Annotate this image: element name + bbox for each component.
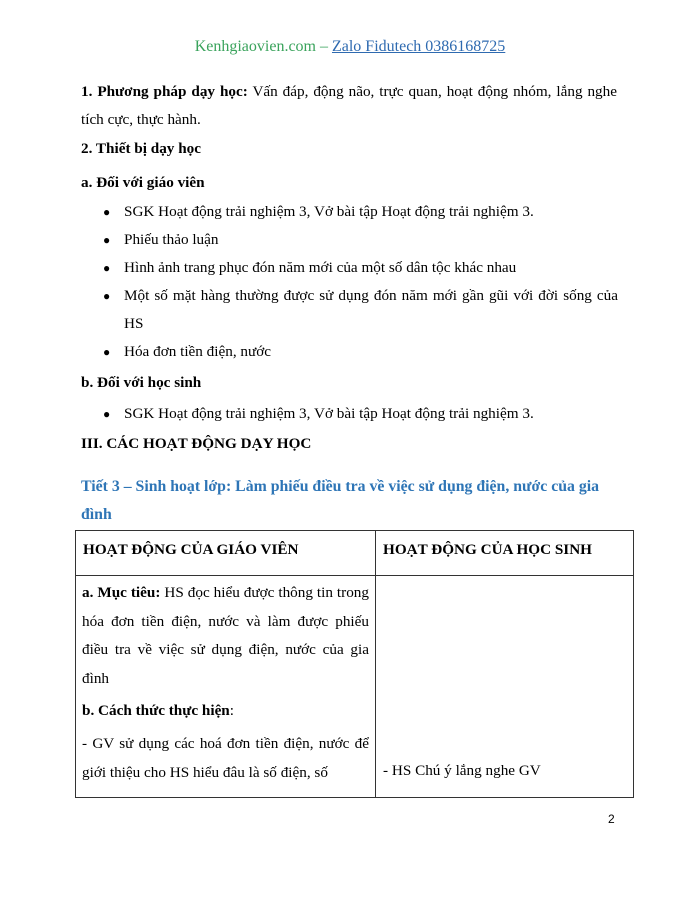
- method-colon: :: [229, 702, 234, 720]
- lesson-title: Tiết 3 – Sinh hoạt lớp: Làm phiếu điều tra về việc sử dụng điện, nước của gia đình: [81, 478, 600, 523]
- bullet-icon: ●: [103, 345, 111, 359]
- student-title: b. Đối với học sinh: [81, 374, 202, 391]
- table-row: [76, 576, 634, 798]
- page-header: [0, 38, 700, 56]
- list-item: [103, 282, 618, 338]
- site-name[interactable]: Kenhgiaovien.com: [194, 38, 316, 55]
- goal-text: HS đọc hiểu được thông tin trong hóa đơn tiền điện, nước và làm được phiếu điều tra về việc sử dụng điện, nước của gia đình: [82, 584, 369, 687]
- list-item-text: SGK Hoạt động trải nghiệm 3, Vở bài tập Hoạt động trải nghiệm 3.: [124, 203, 534, 220]
- student-activity-text: - HS Chú ý lắng nghe GV: [383, 762, 541, 779]
- teaching-method-label: 1. Phương pháp dạy học:: [81, 83, 248, 100]
- activities-table: [75, 530, 634, 798]
- method-label: b. Cách thức thực hiện: [82, 702, 230, 720]
- header-separator: –: [315, 38, 332, 55]
- activities-heading: [81, 430, 617, 458]
- list-item-text: Hóa đơn tiền điện, nước: [124, 343, 272, 360]
- method-heading: [82, 697, 369, 726]
- list-item: [103, 198, 618, 226]
- bullet-icon: ●: [103, 233, 111, 247]
- student-activity-cell: [376, 576, 634, 798]
- goal-paragraph: [82, 579, 369, 693]
- goal-label: a. Mục tiêu:: [82, 584, 161, 601]
- teacher-column-header: HOẠT ĐỘNG CỦA GIÁO VIÊN: [76, 531, 376, 576]
- zalo-link[interactable]: Zalo Fidutech 0386168725: [331, 38, 506, 55]
- student-heading: [81, 369, 617, 397]
- list-item: [103, 254, 618, 282]
- student-column-header: HOẠT ĐỘNG CỦA HỌC SINH: [376, 531, 634, 576]
- equipment-title: 2. Thiết bị dạy học: [81, 140, 201, 157]
- list-item-text: SGK Hoạt động trải nghiệm 3, Vở bài tập Hoạt động trải nghiệm 3.: [124, 405, 534, 422]
- bullet-icon: ●: [103, 205, 111, 219]
- equipment-heading: [81, 135, 617, 163]
- list-item-text: Hình ảnh trang phục đón năm mới của một số dân tộc khác nhau: [124, 259, 517, 276]
- teacher-heading: [81, 169, 617, 197]
- bullet-icon: ●: [103, 289, 111, 303]
- activities-title: III. CÁC HOẠT ĐỘNG DẠY HỌC: [81, 435, 312, 452]
- teacher-title: a. Đối với giáo viên: [81, 174, 205, 191]
- list-item-text: Một số mặt hàng thường được sử dụng đón năm mới gần gũi với đời sống của HS: [124, 287, 618, 332]
- list-item: [103, 226, 618, 254]
- method-text: - GV sử dụng các hoá đơn tiền điện, nước để giới thiệu cho HS hiểu đâu là số điện, số: [82, 734, 369, 781]
- bullet-icon: ●: [103, 407, 111, 421]
- list-item-text: Phiếu thảo luận: [124, 231, 219, 248]
- teacher-activity-cell: [76, 576, 376, 798]
- page-number: 2: [608, 812, 615, 826]
- table-header-row: [76, 531, 634, 576]
- list-item: [103, 338, 618, 366]
- teaching-method-paragraph: [81, 78, 617, 134]
- bullet-icon: ●: [103, 261, 111, 275]
- teaching-method-text: Vấn đáp, động não, trực quan, hoạt động nhóm, lắng nghe tích cực, thực hành.: [81, 83, 617, 128]
- list-item: [103, 400, 618, 428]
